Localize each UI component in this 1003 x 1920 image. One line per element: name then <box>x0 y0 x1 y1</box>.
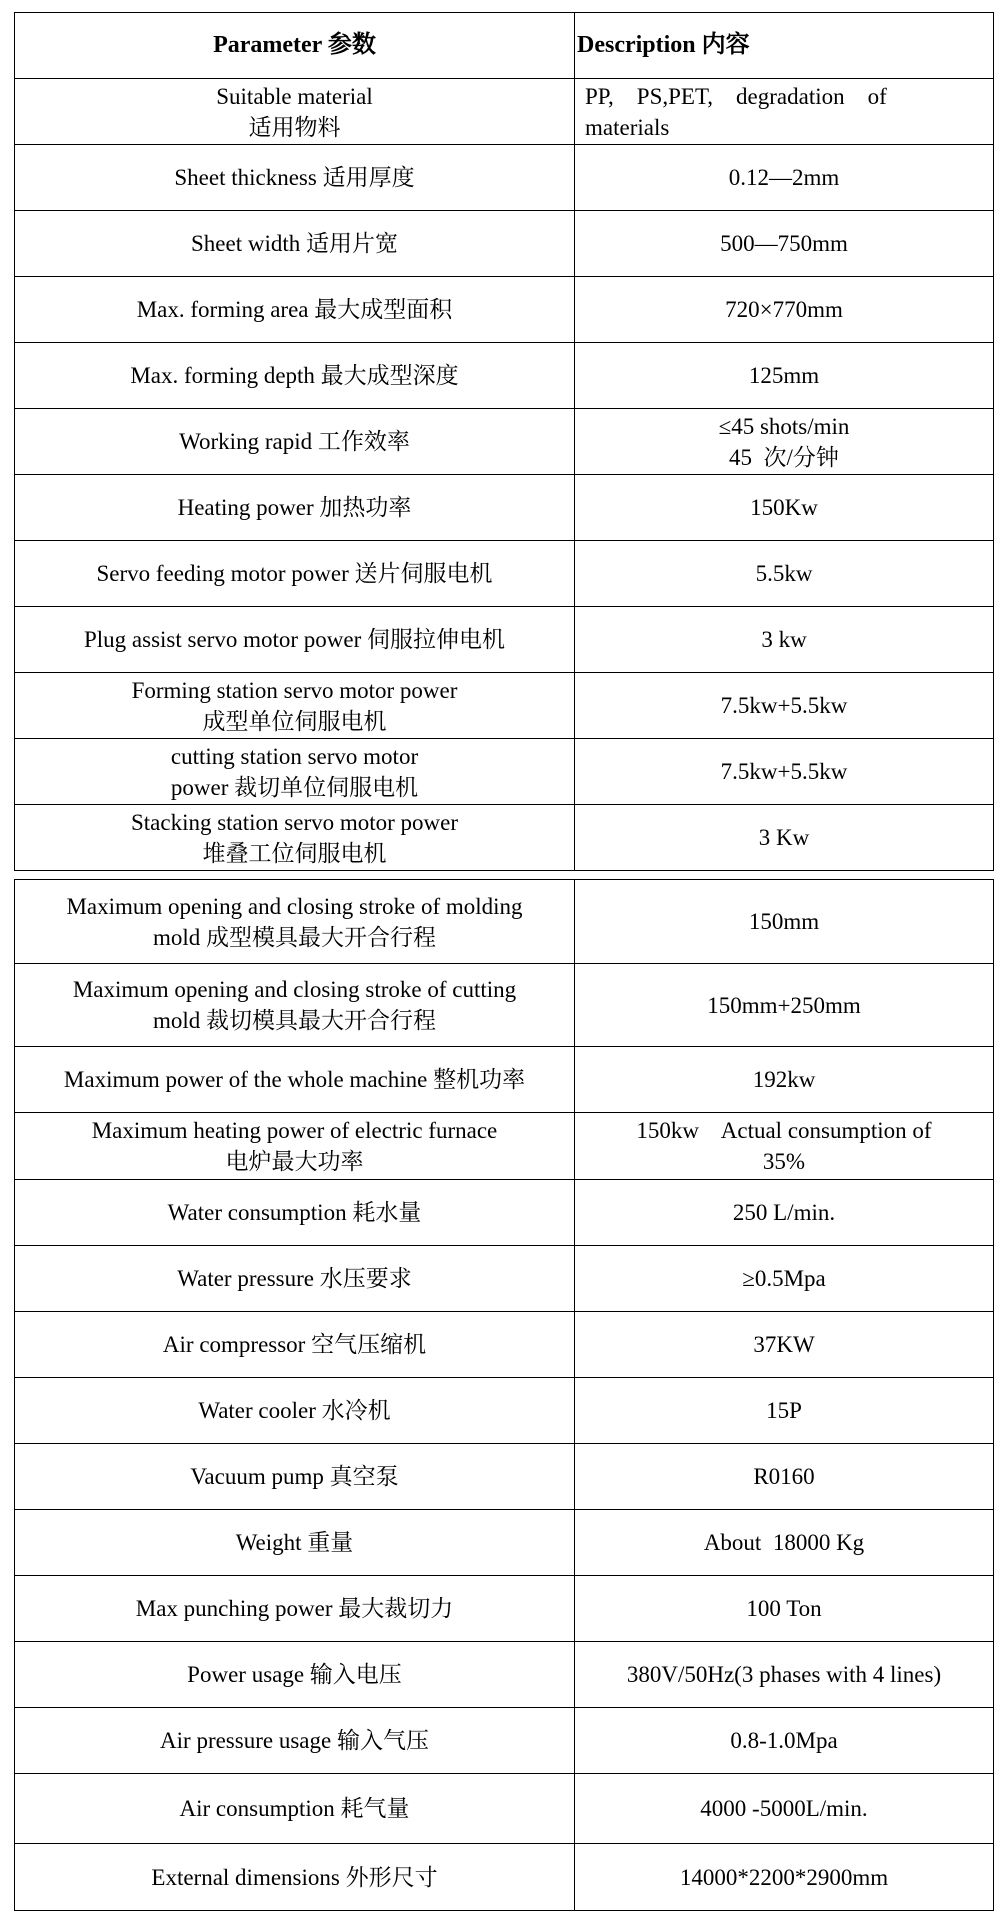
table-row <box>15 409 994 475</box>
param-line: Maximum opening and closing stroke of cutting <box>72 977 517 1002</box>
table-row <box>15 541 994 607</box>
param-line: cutting station servo motor <box>170 743 419 769</box>
desc-line: 45 次/分钟 <box>729 444 839 470</box>
desc-cell: 250 L/min. <box>575 1180 994 1246</box>
desc-cell <box>575 409 994 475</box>
table-header-row <box>15 13 994 79</box>
table-row <box>15 739 994 805</box>
param-cell <box>15 673 575 739</box>
header-description: Description 内容 <box>575 13 994 79</box>
param-line: power 裁切单位伺服电机 <box>170 774 419 800</box>
param-cell: Max punching power 最大裁切力 <box>15 1576 575 1642</box>
param-cell <box>15 79 575 145</box>
param-cell: Vacuum pump 真空泵 <box>15 1444 575 1510</box>
table-row <box>15 1642 994 1708</box>
table-row <box>15 343 994 409</box>
desc-line: PP, PS,PET, degradation of <box>585 83 887 109</box>
param-cell: Maximum power of the whole machine 整机功率 <box>15 1047 575 1113</box>
desc-cell: 150Kw <box>575 475 994 541</box>
table-row <box>15 475 994 541</box>
header-parameter: Parameter 参数 <box>15 13 575 79</box>
table-row <box>15 673 994 739</box>
table-row <box>15 805 994 871</box>
table-row <box>15 1246 994 1312</box>
desc-cell <box>575 1113 994 1180</box>
desc-cell: 15P <box>575 1378 994 1444</box>
desc-line: 150kw Actual consumption of <box>636 1118 932 1143</box>
param-cell: Weight 重量 <box>15 1510 575 1576</box>
desc-cell: 7.5kw+5.5kw <box>575 739 994 805</box>
desc-cell: About 18000 Kg <box>575 1510 994 1576</box>
param-line: Stacking station servo motor power <box>130 809 459 835</box>
param-line: Maximum heating power of electric furnace <box>91 1118 498 1143</box>
desc-cell: R0160 <box>575 1444 994 1510</box>
desc-cell: ≥0.5Mpa <box>575 1246 994 1312</box>
table-row <box>15 607 994 673</box>
table-row <box>15 145 994 211</box>
desc-cell: 500—750mm <box>575 211 994 277</box>
param-cell <box>15 805 575 871</box>
table-row <box>15 1378 994 1444</box>
desc-cell: 0.8-1.0Mpa <box>575 1708 994 1774</box>
param-cell <box>15 880 575 964</box>
desc-cell: 192kw <box>575 1047 994 1113</box>
param-cell: Water cooler 水冷机 <box>15 1378 575 1444</box>
param-cell: Air consumption 耗气量 <box>15 1774 575 1844</box>
table-row <box>15 1180 994 1246</box>
param-line: Suitable material <box>216 83 373 109</box>
desc-cell: 100 Ton <box>575 1576 994 1642</box>
desc-line: ≤45 shots/min <box>718 413 850 439</box>
param-cell: Water pressure 水压要求 <box>15 1246 575 1312</box>
param-cell <box>15 1113 575 1180</box>
table-row <box>15 1844 994 1911</box>
table-row <box>15 1708 994 1774</box>
spec-table-top <box>14 12 994 871</box>
param-cell <box>15 964 575 1047</box>
param-cell: External dimensions 外形尺寸 <box>15 1844 575 1911</box>
desc-cell: 4000 -5000L/min. <box>575 1774 994 1844</box>
param-line: 堆叠工位伺服电机 <box>202 840 387 866</box>
param-cell: Sheet width 适用片宽 <box>15 211 575 277</box>
table-row <box>15 1113 994 1180</box>
desc-line: 35% <box>762 1149 806 1174</box>
desc-cell: 720×770mm <box>575 277 994 343</box>
desc-cell: 3 kw <box>575 607 994 673</box>
param-cell: Power usage 输入电压 <box>15 1642 575 1708</box>
param-cell: Heating power 加热功率 <box>15 475 575 541</box>
desc-cell: 0.12—2mm <box>575 145 994 211</box>
param-line: 成型单位伺服电机 <box>202 708 387 734</box>
param-cell: Sheet thickness 适用厚度 <box>15 145 575 211</box>
table-row <box>15 880 994 964</box>
desc-cell: 5.5kw <box>575 541 994 607</box>
param-line: 电炉最大功率 <box>225 1149 364 1174</box>
table-row <box>15 1047 994 1113</box>
desc-line: materials <box>585 114 670 140</box>
param-cell: Servo feeding motor power 送片伺服电机 <box>15 541 575 607</box>
param-cell: Air compressor 空气压缩机 <box>15 1312 575 1378</box>
desc-cell: 150mm <box>575 880 994 964</box>
desc-cell: 37KW <box>575 1312 994 1378</box>
table-row <box>15 277 994 343</box>
param-cell: Air pressure usage 输入气压 <box>15 1708 575 1774</box>
param-line: mold 裁切模具最大开合行程 <box>152 1008 437 1033</box>
table-row <box>15 1576 994 1642</box>
desc-cell: 3 Kw <box>575 805 994 871</box>
desc-cell: 14000*2200*2900mm <box>575 1844 994 1911</box>
desc-cell: 150mm+250mm <box>575 964 994 1047</box>
param-line: Maximum opening and closing stroke of molding <box>66 893 523 919</box>
desc-cell: 7.5kw+5.5kw <box>575 673 994 739</box>
table-row <box>15 1312 994 1378</box>
param-line: mold 成型模具最大开合行程 <box>152 924 437 950</box>
param-cell <box>15 739 575 805</box>
param-cell: Water consumption 耗水量 <box>15 1180 575 1246</box>
table-row <box>15 1510 994 1576</box>
param-cell: Working rapid 工作效率 <box>15 409 575 475</box>
desc-cell <box>575 79 994 145</box>
table-row <box>15 964 994 1047</box>
table-row <box>15 1444 994 1510</box>
desc-cell: 125mm <box>575 343 994 409</box>
desc-cell: 380V/50Hz(3 phases with 4 lines) <box>575 1642 994 1708</box>
param-cell: Max. forming area 最大成型面积 <box>15 277 575 343</box>
param-cell: Plug assist servo motor power 伺服拉伸电机 <box>15 607 575 673</box>
param-cell: Max. forming depth 最大成型深度 <box>15 343 575 409</box>
table-row <box>15 79 994 145</box>
param-line: Forming station servo motor power <box>131 677 458 703</box>
param-line: 适用物料 <box>248 114 341 140</box>
spec-table-bottom <box>14 879 994 1911</box>
table-row <box>15 211 994 277</box>
table-row <box>15 1774 994 1844</box>
